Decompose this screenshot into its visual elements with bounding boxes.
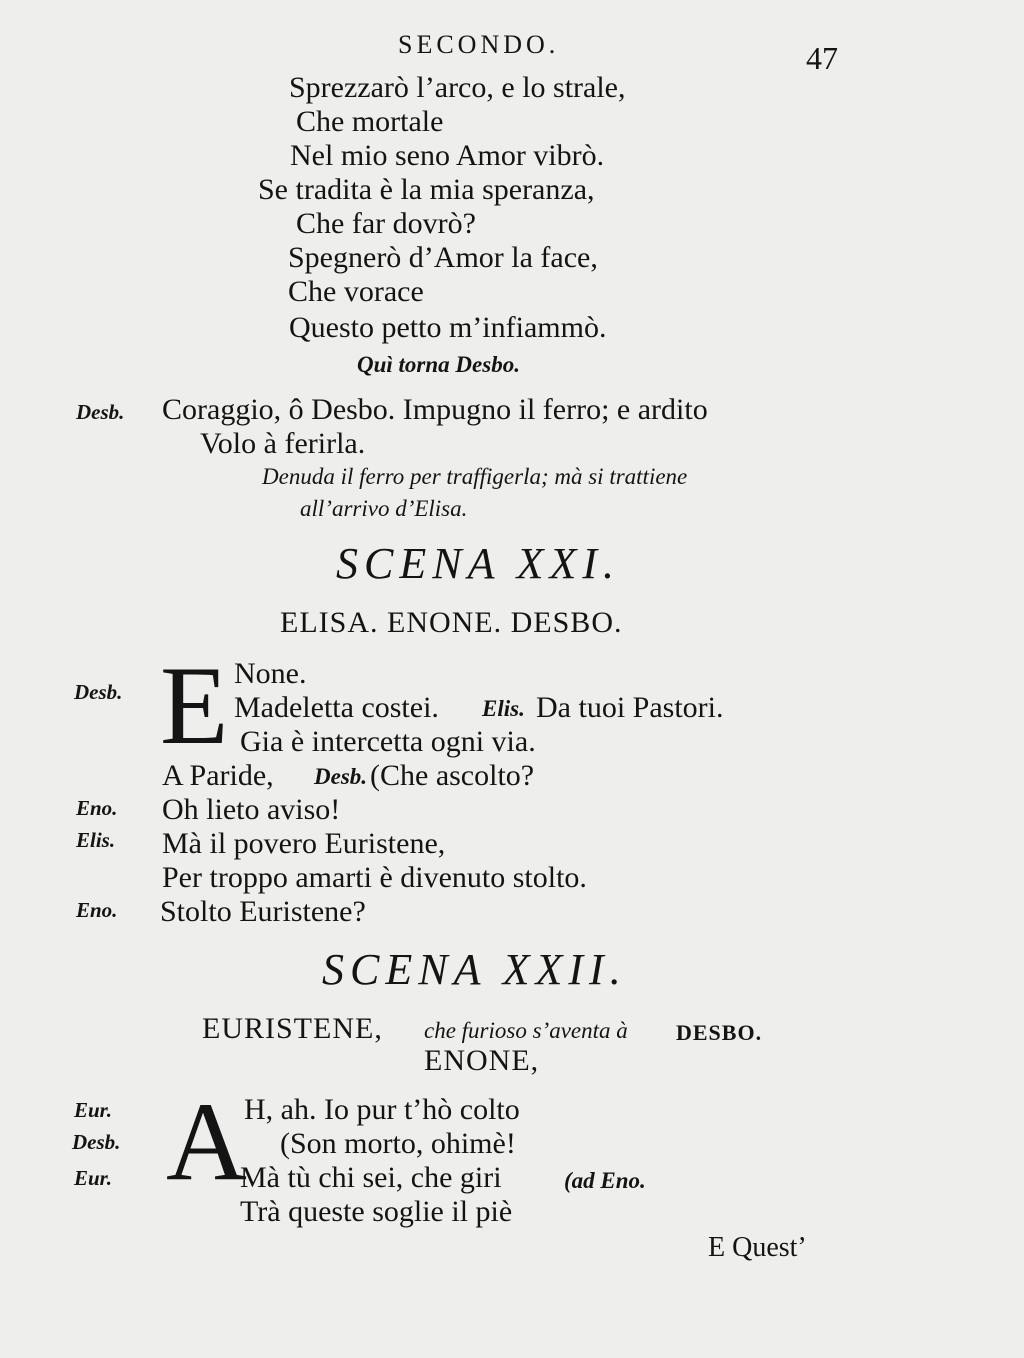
verse-line: Spegnerò d’Amor la face, [288, 241, 598, 274]
verse-line: Trà queste soglie il piè [240, 1195, 513, 1228]
verse-line: (Son morto, ohimè! [280, 1127, 516, 1160]
catchword: E Quest’ [708, 1232, 807, 1263]
verse-line: Se tradita è la mia speranza, [258, 173, 595, 206]
inline-speaker: Desb. [314, 764, 368, 789]
speaker-label: Eno. [76, 898, 118, 922]
scene-cast: EURISTENE, [202, 1012, 383, 1045]
verse-line: A Paride, [162, 759, 274, 792]
speaker-label: Desb. [76, 400, 125, 424]
scene-cast: ENONE, [424, 1044, 540, 1077]
speaker-label: Elis. [76, 828, 116, 852]
verse-line: Gia è intercetta ogni via. [240, 725, 536, 758]
verse-line: Nel mio seno Amor vibrò. [290, 139, 605, 172]
speaker-label: Eur. [74, 1098, 112, 1122]
verse-line: Mà tù chi sei, che giri [240, 1161, 502, 1194]
running-title: SECONDO. [398, 30, 560, 59]
verse-line: Volo à ferirla. [200, 427, 366, 460]
verse-line: Coraggio, ô Desbo. Impugno il ferro; e ardito [162, 393, 708, 426]
verse-line: Da tuoi Pastori. [536, 691, 724, 724]
verse-line: H, ah. Io pur t’hò colto [244, 1093, 520, 1126]
scene-title: SCENA XXII. [322, 945, 627, 994]
stage-direction: (ad Eno. [564, 1168, 646, 1193]
verse-line: Questo petto m’infiammò. [289, 311, 607, 344]
scene-title: SCENA XXI. [336, 539, 621, 588]
inline-speaker: Elis. [482, 696, 525, 721]
speaker-label: Desb. [72, 1130, 121, 1154]
stage-direction: Quì torna Desbo. [357, 352, 520, 377]
stage-direction: all’arrivo d’Elisa. [300, 496, 468, 521]
drop-initial: A [166, 1080, 247, 1204]
page-number: 47 [806, 40, 838, 76]
speaker-label: Desb. [74, 680, 123, 704]
verse-line: Che far dovrò? [296, 207, 476, 240]
verse-line: Sprezzarò l’arco, e lo strale, [289, 71, 626, 104]
verse-line: Che mortale [296, 105, 444, 138]
verse-line: Madeletta costei. [234, 691, 439, 724]
scene-cast-direction: che furioso s’aventa à [424, 1018, 628, 1043]
drop-initial: E [160, 644, 229, 768]
verse-line: Stolto Euristene? [160, 895, 366, 928]
speaker-label: Eur. [74, 1166, 112, 1190]
scene-cast: DESBO. [676, 1020, 763, 1045]
speaker-label: Eno. [76, 796, 118, 820]
verse-line: (Che ascolto? [370, 759, 535, 792]
verse-line: Che vorace [288, 275, 424, 308]
verse-line: None. [234, 657, 307, 690]
stage-direction: Denuda il ferro per traffigerla; mà si trattiene [262, 464, 688, 489]
verse-line: Mà il povero Euristene, [162, 827, 446, 860]
verse-line: Oh lieto aviso! [162, 793, 341, 826]
verse-line: Per troppo amarti è divenuto stolto. [162, 861, 587, 894]
scene-cast: ELISA. ENONE. DESBO. [280, 606, 623, 639]
